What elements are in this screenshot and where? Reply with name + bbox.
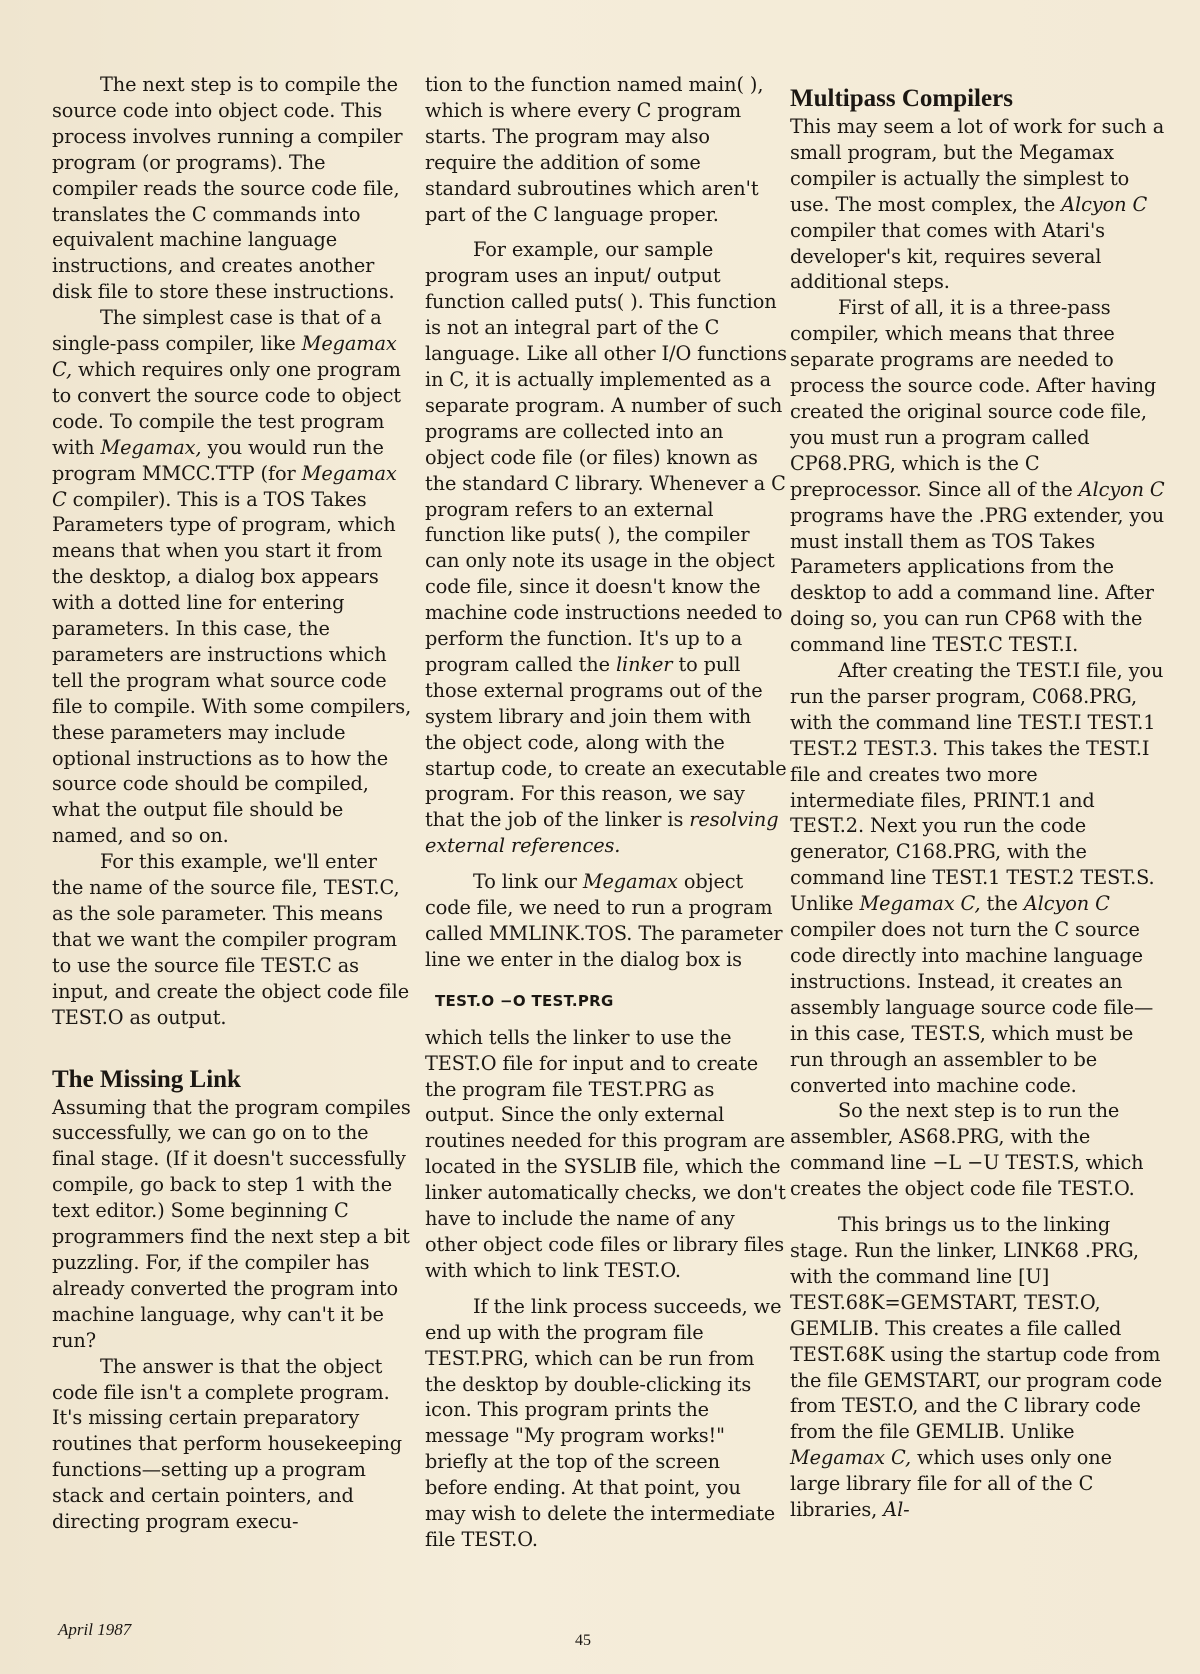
paragraph: For this example, we'll enter the name of the source file, TEST.C, as the sole parameter. This means that we want the compiler program to use the source file TEST.C as input, and create the object code file TEST.O as output. bbox=[52, 850, 410, 1029]
emphasis: Megamax bbox=[582, 870, 678, 894]
emphasis: Alcyon C bbox=[1078, 477, 1165, 501]
text-run: you would run the program MMCC.TTP (for bbox=[52, 435, 384, 485]
paragraph bbox=[790, 658, 1168, 1098]
article-column-2 bbox=[425, 72, 787, 1553]
paragraph: which tells the linker to use the TEST.O file for input and to create the program file TEST.PRG as output. Since the only external routines needed for this program are located in the SYSLIB file, which the linker automatically checks, we don't have to include the name of any other object code files or library files with which to link TEST.O. bbox=[425, 1025, 786, 1282]
text-run: This brings us to the linking stage. Run the linker, LINK68 .PRG, with the command line [U] TEST.68K=GEMSTART, TEST.O, GEMLIB. This creates a file called TEST.68K using the startup code from the file GEMSTART, our program code from TEST.O, and the C library code from the file GEMLIB. Unlike bbox=[790, 1213, 1163, 1444]
emphasis: Megamax C bbox=[52, 461, 397, 511]
article-column-3 bbox=[790, 84, 1168, 1523]
emphasis: Megamax C, bbox=[859, 892, 981, 916]
article-column-1 bbox=[52, 72, 412, 1535]
text-run: This may seem a lot of work for such a small program, but the Megamax compiler is actually the simplest to use. The most complex, the bbox=[790, 115, 1165, 216]
text-run: To link our bbox=[473, 870, 583, 894]
text-run: compiler). This is a TOS Takes Parameters type of program, which means that when you start it from the desktop, a dialog box appears with a dotted line for entering parameters. In this case, the parameters are instructions which tell the program what source code file to compile. With some compilers, these parameters may include optional instructions as to how the source code should be compiled, what the output file should be named, and so on. bbox=[52, 487, 412, 848]
paragraph: So the next step is to run the assembler, AS68.PRG, with the command line −L −U TEST.S, which creates the object code file TEST.O. bbox=[790, 1099, 1144, 1201]
text-run: which uses only one large library file for all of the C libraries, bbox=[790, 1446, 1112, 1522]
emphasis: Megamax, bbox=[100, 435, 202, 459]
section-heading: Multipass Compilers bbox=[790, 85, 1013, 112]
issue-date: April 1987 bbox=[58, 1620, 132, 1639]
paragraph bbox=[790, 114, 1168, 295]
code-line: TEST.O −O TEST.PRG bbox=[435, 991, 614, 1010]
paragraph bbox=[790, 1212, 1168, 1523]
emphasis: resolving external references. bbox=[425, 808, 779, 858]
text-run: object code file, we need to run a program called MMLINK.TOS. The parameter line we enter in the dialog box is bbox=[425, 870, 783, 971]
paragraph bbox=[790, 295, 1168, 658]
paragraph: Assuming that the program compiles successfully, we can go on to the final stage. (If it doesn't successfully compile, go back to step 1 with the text editor.) Some beginning C programmers find the next step a bit puzzling. For, if the compiler has already converted the program into machine language, why can't it be run? bbox=[52, 1095, 411, 1352]
text-run: which requires only one program to convert the source code to object code. To compile the test program with bbox=[52, 357, 401, 459]
text-run: the bbox=[980, 892, 1024, 916]
text-run: After creating the TEST.I file, you run the parser program, C068.PRG, with the command line TEST.I TEST.1 TEST.2 TEST.3. This takes the TEST.I file and creates two more intermediate files, PRINT.1 and TEST.2. Next you run the code generator, C168.PRG, with the command line TEST.1 TEST.2 TEST.S. Unlike bbox=[790, 659, 1164, 916]
emphasis: Megamax C, bbox=[790, 1446, 911, 1470]
page-number: 45 bbox=[575, 1632, 591, 1649]
text-run: compiler that comes with Atari's developer's kit, requires several additional steps. bbox=[790, 218, 1105, 294]
paragraph bbox=[52, 305, 412, 849]
paragraph bbox=[425, 869, 787, 973]
paragraph: tion to the function named main( ), which is where every C program starts. The program may also require the addition of some standard subroutines which aren't part of the C language proper. bbox=[425, 73, 764, 226]
text-run: compiler does not turn the C source code directly into machine language instructions. Instead, it creates an assembly language source code file—in this case, TEST.S, which must be run through an assembler to be converted into machine code. bbox=[790, 918, 1154, 1097]
section-heading: The Missing Link bbox=[52, 1065, 241, 1093]
emphasis: Alcyon C bbox=[1023, 892, 1110, 916]
text-run: programs have the .PRG extender, you must install them as TOS Takes Parameters applications from the desktop to add a command line. After doing so, you can run CP68 with the command line TEST.C TEST.I. bbox=[790, 503, 1165, 657]
emphasis: Alcyon C bbox=[1061, 192, 1148, 216]
text-run: to pull those external programs out of the system library and join them with the object code, along with the startup code, to create an executable program. For this reason, we say that the job of the linker is bbox=[425, 652, 787, 832]
emphasis: Megamax C, bbox=[52, 332, 397, 381]
emphasis: linker bbox=[615, 652, 673, 676]
paragraph: If the link process succeeds, we end up with the program file TEST.PRG, which can be run from the desktop by double-clicking its icon. This program prints the message "My program works!" briefly at the top of the screen before ending. At that point, you may wish to delete the intermediate file TEST.O. bbox=[425, 1294, 782, 1551]
paragraph: The next step is to compile the source code into object code. This process involves running a compiler program (or programs). The compiler reads the source code file, translates the C commands into equivalent machine language instructions, and creates another disk file to store these instructions. bbox=[52, 73, 403, 304]
text-run: The simplest case is that of a single-pass compiler, like bbox=[52, 306, 382, 356]
text-run: For example, our sample program uses an input/ output function called puts( ). This function is not an integral part of the C language. Like all other I/O functions in C, it is actually implemented as a separate program. A number of such programs are collected into an object code file (or files) known as the standard C library. Whenever a C program refers to an external function like puts( ), the compiler can only note its usage in the object code file, since it doesn't know the machine code instructions needed to perform the function. It's up to a program called the bbox=[425, 238, 787, 676]
paragraph bbox=[425, 237, 787, 859]
text-run: First of all, it is a three-pass compiler, which means that three separate programs are needed to process the source code. After having created the original source code file, you must run a program called CP68.PRG, which is the C preprocessor. Since all of the bbox=[790, 296, 1157, 501]
paragraph: The answer is that the object code file isn't a complete program. It's missing certain preparatory routines that perform housekeeping functions—setting up a program stack and certain pointers, and directing program execu- bbox=[52, 1354, 403, 1534]
emphasis: Al- bbox=[883, 1498, 910, 1522]
